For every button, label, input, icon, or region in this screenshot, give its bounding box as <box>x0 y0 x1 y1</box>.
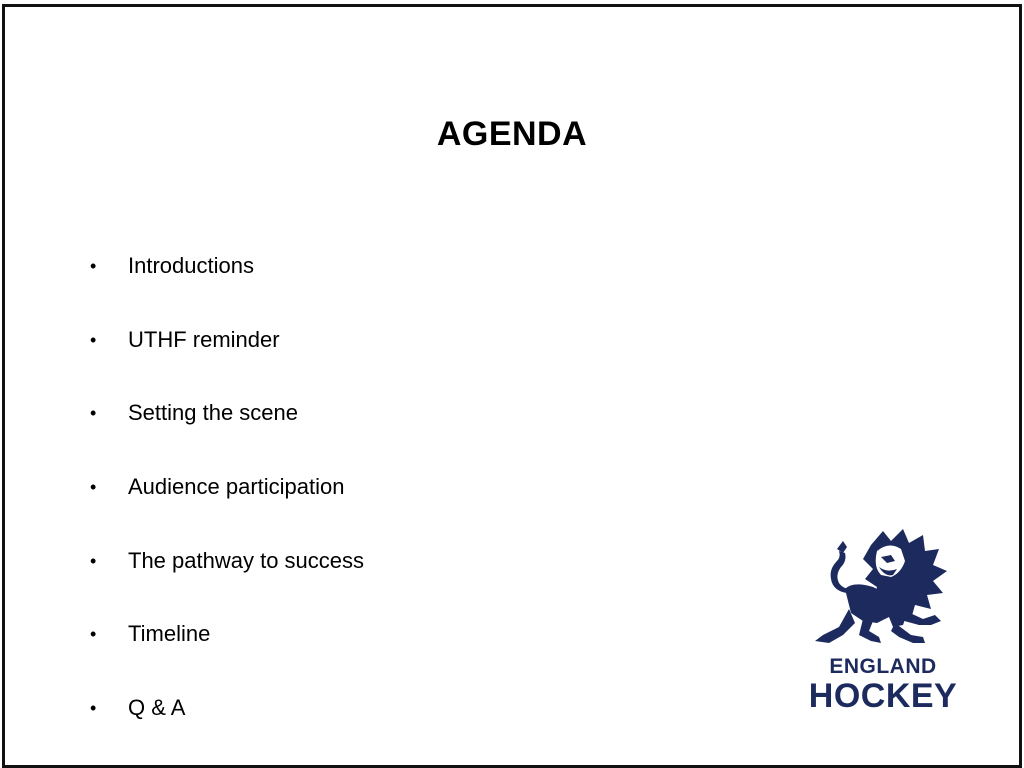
slide <box>2 4 1022 768</box>
agenda-item <box>83 450 364 524</box>
bullet-icon: • <box>90 697 97 718</box>
agenda-item <box>83 597 364 671</box>
agenda-item-label: Audience participation <box>128 473 345 499</box>
agenda-item-label: Setting the scene <box>128 400 299 426</box>
agenda-item <box>83 671 364 745</box>
agenda-item <box>83 524 364 598</box>
bullet-icon: • <box>90 624 97 645</box>
logo-line-hockey: HOCKEY <box>808 677 958 715</box>
agenda-item-label: UTHF reminder <box>128 326 280 352</box>
agenda-item <box>83 376 364 450</box>
bullet-icon: • <box>90 403 97 424</box>
england-hockey-logo <box>793 527 973 723</box>
agenda-item <box>83 229 364 303</box>
agenda-item-label: Introductions <box>128 252 254 278</box>
agenda-list <box>83 229 364 745</box>
agenda-item-label: Timeline <box>128 621 211 647</box>
lion-icon <box>793 527 973 655</box>
slide-title: AGENDA <box>436 115 588 153</box>
agenda-item-label: The pathway to success <box>128 547 365 573</box>
bullet-icon: • <box>90 329 97 350</box>
agenda-item-label: Q & A <box>128 694 186 720</box>
bullet-icon: • <box>90 550 97 571</box>
bullet-icon: • <box>90 255 97 276</box>
logo-line-england: ENGLAND <box>829 655 937 678</box>
agenda-item <box>83 303 364 377</box>
bullet-icon: • <box>90 476 97 497</box>
